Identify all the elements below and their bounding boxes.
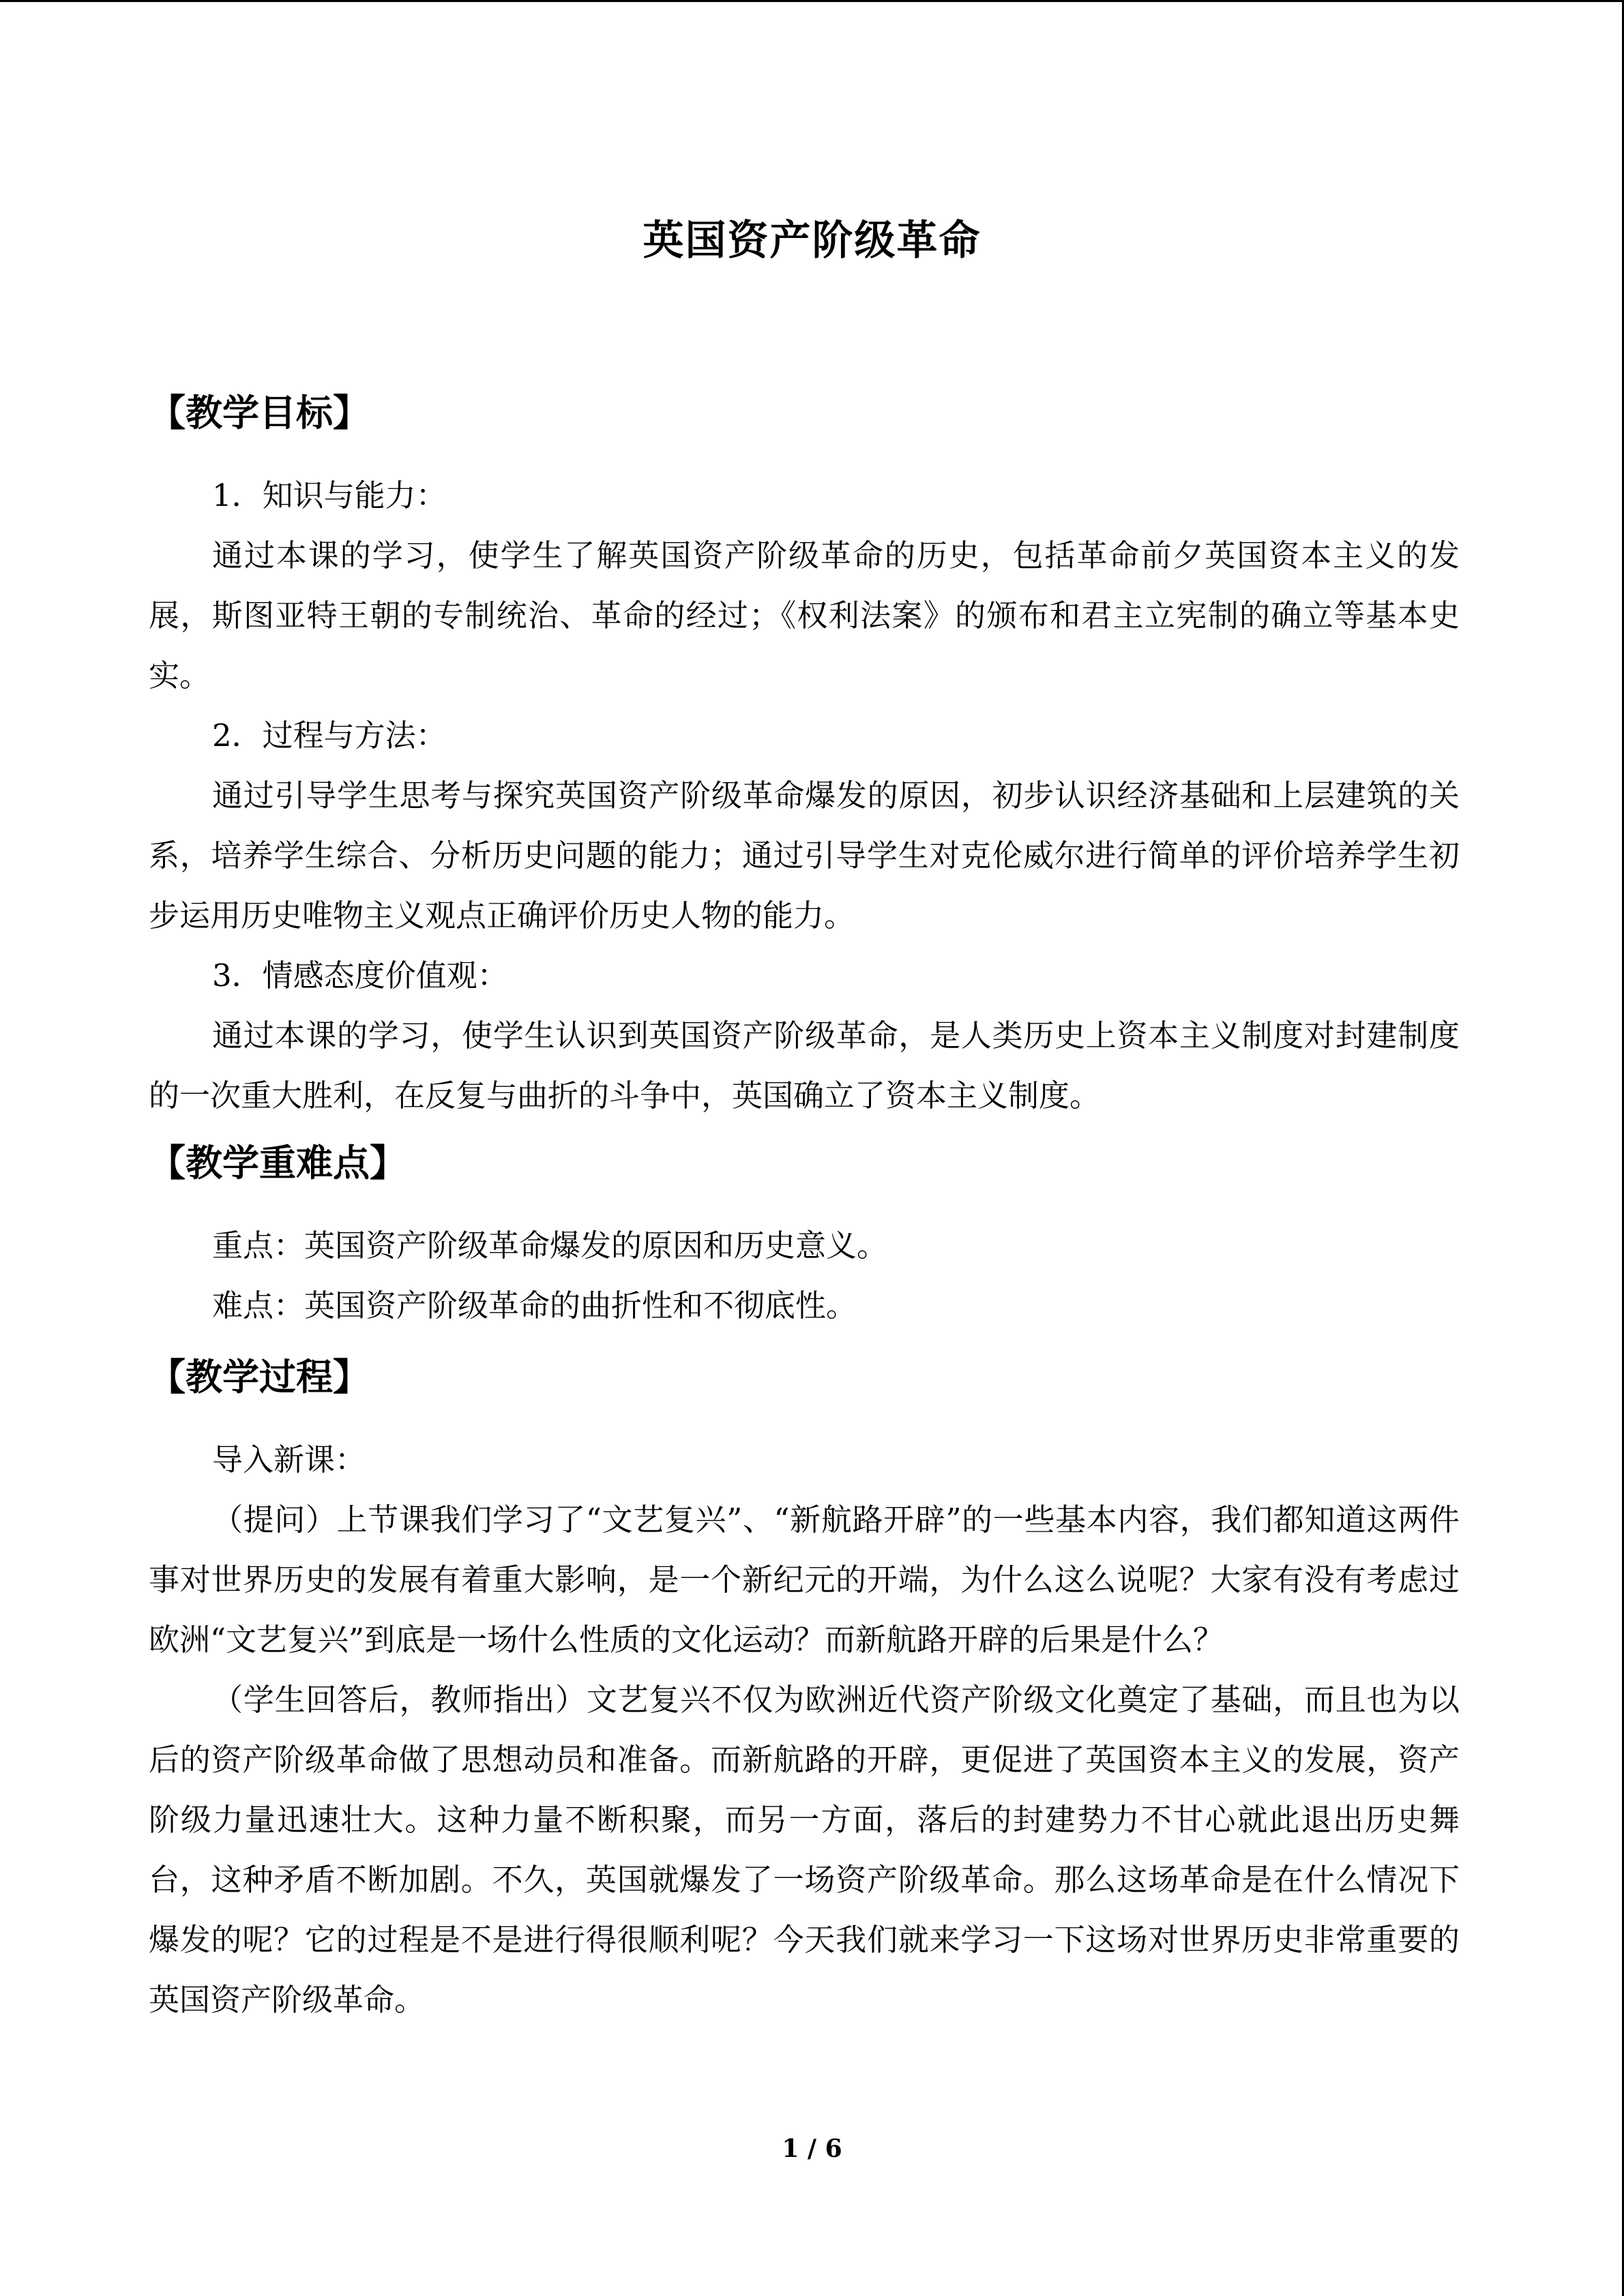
objective-process-text: 通过引导学生思考与探究英国资产阶级革命爆发的原因，初步认识经济基础和上层建筑的关系，培养学生综合、分析历史问题的能力；通过引导学生对克伦威尔进行简单的评价培养学生初步运用历史唯物主义观点正确评价历史人物的能力。 (149, 777, 1460, 934)
document-body (149, 384, 1460, 2030)
key-point-text: 重点：英国资产阶级革命爆发的原因和历史意义。 (212, 1227, 888, 1264)
intro-label: 导入新课： (212, 1442, 366, 1478)
objective-emotion-text: 通过本课的学习，使学生认识到英国资产阶级革命，是人类历史上资本主义制度对封建制度的一次重大胜利，在反复与曲折的斗争中，英国确立了资本主义制度。 (149, 1017, 1460, 1114)
objective-knowledge-text: 通过本课的学习，使学生了解英国资产阶级革命的历史，包括革命前夕英国资本主义的发展，斯图亚特王朝的专制统治、革命的经过；《权利法案》的颁布和君主立宪制的确立等基本史实。 (149, 537, 1460, 694)
difficult-point-text: 难点：英国资产阶级革命的曲折性和不彻底性。 (212, 1287, 857, 1324)
page-title: 英国资产阶级革命 (643, 217, 981, 265)
page-number: 1 / 6 (782, 2134, 842, 2163)
objective-process-label: 2．过程与方法： (212, 717, 447, 754)
section-heading-objectives: 【教学目标】 (149, 391, 370, 434)
intro-question-paragraph: （提问）上节课我们学习了“文艺复兴”、“新航路开辟”的一些基本内容，我们都知道这两件事对世界历史的发展有着重大影响，是一个新纪元的开端，为什么这么说呢？大家有没有考虑过欧洲“文艺复兴”到底是一场什么性质的文化运动？而新航路开辟的后果是什么？ (149, 1502, 1460, 1658)
section-heading-process: 【教学过程】 (149, 1355, 370, 1399)
objective-emotion-label: 3．情感态度价值观： (212, 957, 508, 994)
section-heading-key-points: 【教学重难点】 (149, 1141, 407, 1184)
intro-answer-paragraph: （学生回答后，教师指出）文艺复兴不仅为欧洲近代资产阶级文化奠定了基础，而且也为以后的资产阶级革命做了思想动员和准备。而新航路的开辟，更促进了英国资本主义的发展，资产阶级力量迅速壮大。这种力量不断积聚，而另一方面，落后的封建势力不甘心就此退出历史舞台，这种矛盾不断加剧。不久，英国就爆发了一场资产阶级革命。那么这场革命是在什么情况下爆发的呢？它的过程是不是进行得很顺利呢？今天我们就来学习一下这场对世界历史非常重要的英国资产阶级革命。 (149, 1682, 1460, 2018)
objective-knowledge-label: 1．知识与能力： (212, 477, 447, 513)
